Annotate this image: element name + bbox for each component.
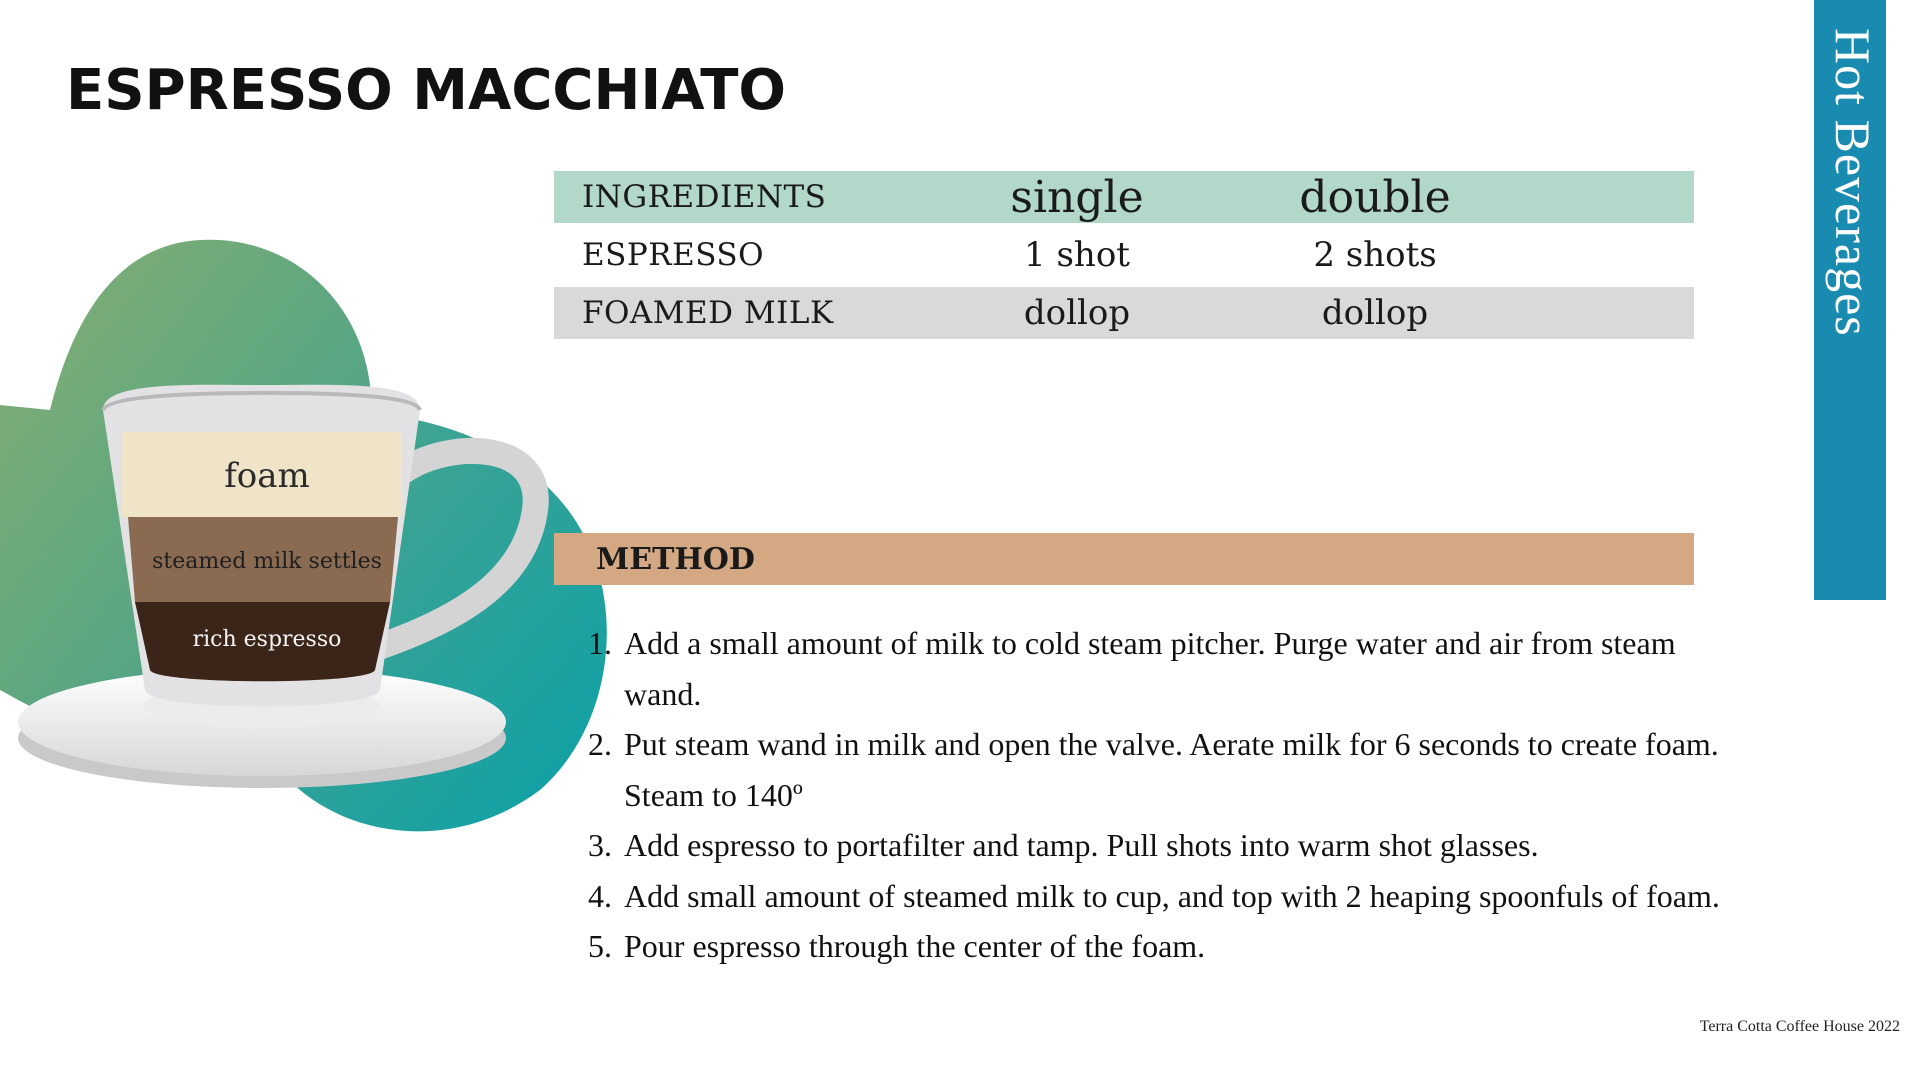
single-amount: dollop xyxy=(1023,293,1131,333)
list-item xyxy=(588,820,1738,871)
recipe-title: ESPRESSO MACCHIATO xyxy=(66,58,787,123)
double-amount: dollop xyxy=(1321,293,1429,333)
table-row xyxy=(554,223,1694,287)
milk-label: steamed milk settles xyxy=(152,549,382,574)
method-heading-bar xyxy=(554,533,1694,585)
single-amount: 1 shot xyxy=(1024,235,1130,275)
step-text: Pour espresso through the center of the foam. xyxy=(624,928,1206,964)
step-number: 1. xyxy=(588,625,612,661)
table-row xyxy=(554,287,1694,339)
step-text: Add small amount of steamed milk to cup, and top with 2 heaping spoonfuls of foam. xyxy=(624,877,1720,914)
ingredient-name: FOAMED MILK xyxy=(582,295,834,331)
step-text: Put steam wand in milk and open the valve. Aerate milk for 6 seconds to create foam. Steam to 140º xyxy=(624,726,1719,813)
list-item xyxy=(588,921,1738,972)
step-number: 3. xyxy=(588,827,612,863)
ingredients-table xyxy=(554,171,1694,339)
method-steps xyxy=(588,618,1738,972)
ingredient-name: ESPRESSO xyxy=(582,237,765,273)
category-tab xyxy=(1814,0,1886,600)
header-double: double xyxy=(1299,171,1451,223)
step-number: 5. xyxy=(588,928,612,964)
category-tab-label: Hot Beverages xyxy=(1825,28,1881,337)
espresso-label: rich espresso xyxy=(192,627,342,652)
step-text: Add espresso to portafilter and tamp. Pull shots into warm shot glasses. xyxy=(624,827,1539,863)
header-ingredients: INGREDIENTS xyxy=(582,179,827,215)
footer-credit: Terra Cotta Coffee House 2022 xyxy=(1699,1018,1900,1035)
double-amount: 2 shots xyxy=(1313,235,1437,275)
step-number: 2. xyxy=(588,726,612,762)
list-item xyxy=(588,719,1738,820)
step-text: Add a small amount of milk to cold steam pitcher. Purge water and air from steam wand. xyxy=(624,625,1676,712)
list-item xyxy=(588,871,1738,922)
cup-illustration xyxy=(0,235,640,835)
method-heading: METHOD xyxy=(596,541,755,577)
header-single: single xyxy=(1010,171,1144,223)
list-item xyxy=(588,618,1738,719)
step-number: 4. xyxy=(588,877,612,914)
table-header-row xyxy=(554,171,1694,223)
foam-label: foam xyxy=(224,456,310,496)
